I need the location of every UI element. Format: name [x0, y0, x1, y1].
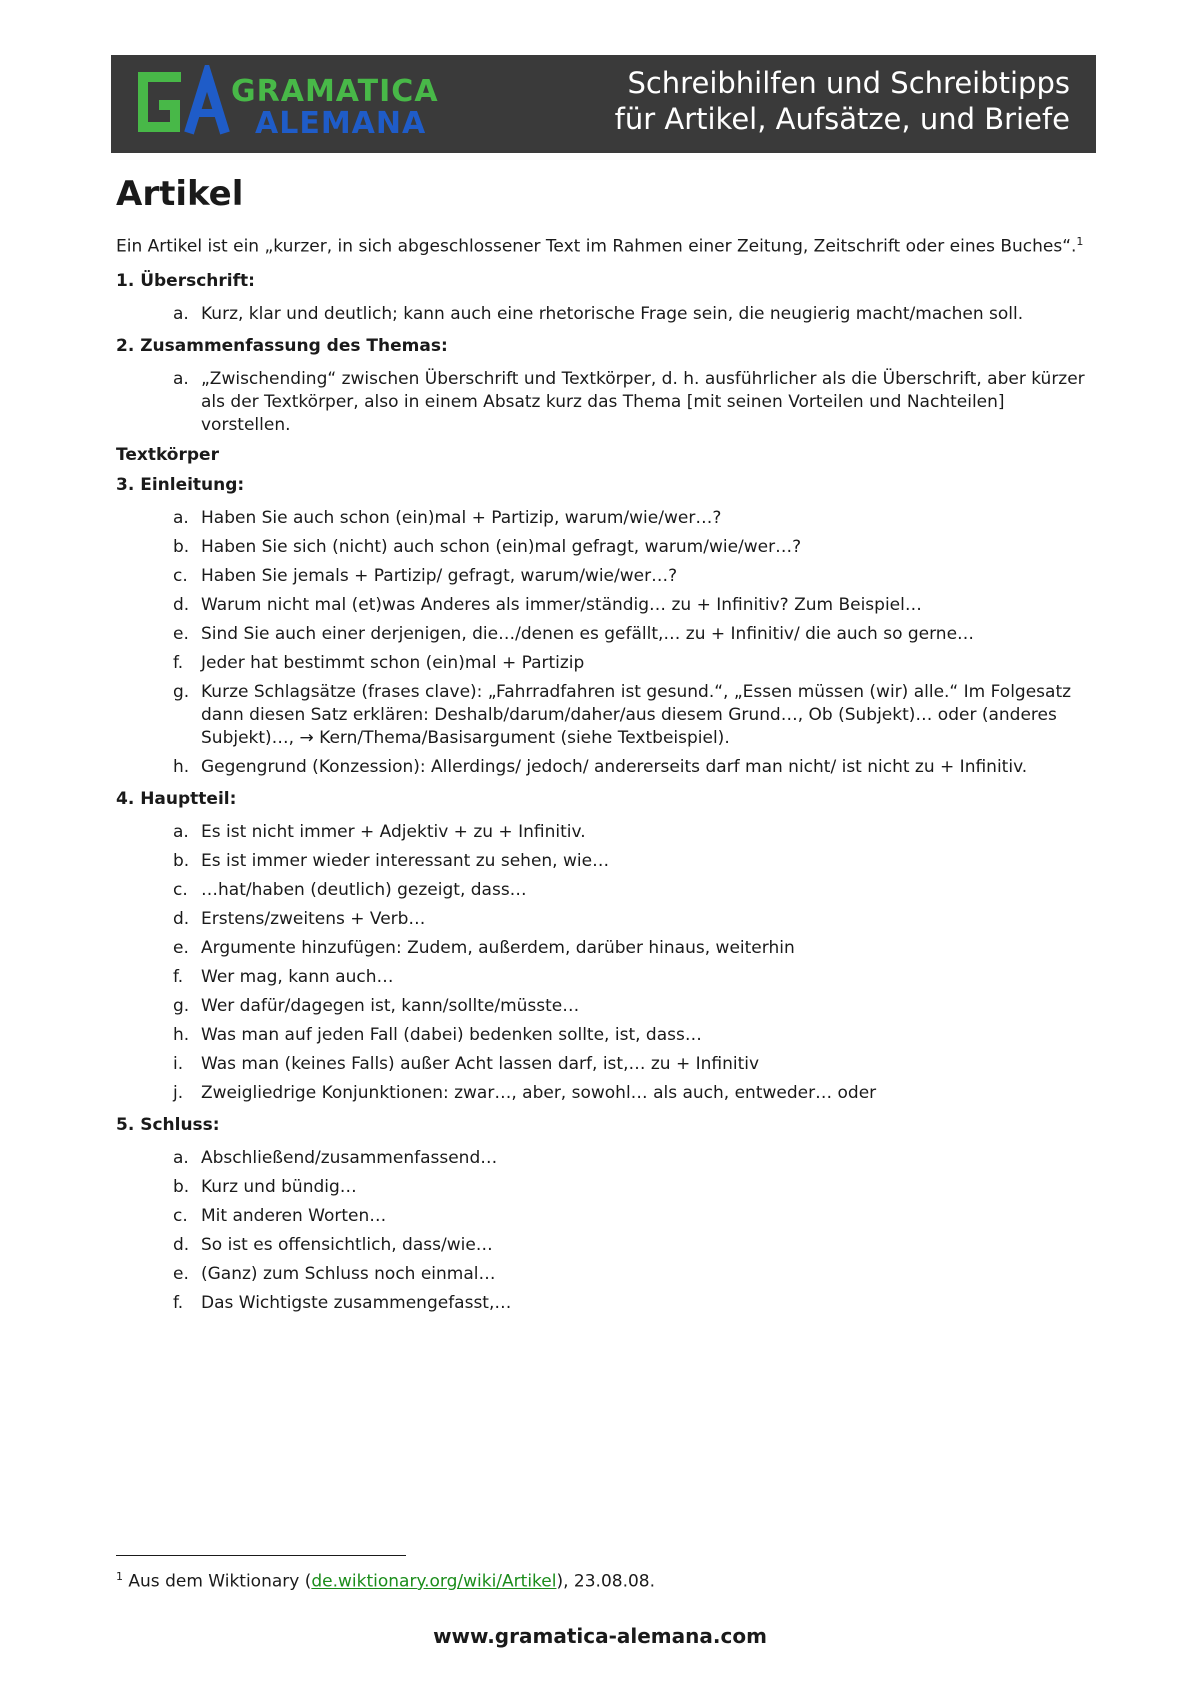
section-list: [116, 1147, 1091, 1315]
list-item: [116, 507, 1091, 530]
section-title: 5. Schluss:: [116, 1114, 220, 1135]
list-item-label: c.: [173, 1205, 188, 1226]
list-item-label: i.: [173, 1053, 184, 1074]
list-item-label: j.: [173, 1082, 184, 1103]
list-item: [116, 1234, 1091, 1257]
list-item-text: Gegengrund (Konzession): Allerdings/ jedoch/ andererseits darf man nicht/ ist nicht zu + Infinitiv.: [201, 756, 1028, 777]
list-item-text: Mit anderen Worten…: [201, 1205, 387, 1226]
list-item: [116, 303, 1091, 326]
list-item-label: d.: [173, 1234, 190, 1255]
list-item: [116, 368, 1091, 437]
header-title: [615, 65, 1070, 137]
list-item-label: g.: [173, 995, 190, 1016]
list-item-text: Warum nicht mal (et)was Anderes als immer/ständig… zu + Infinitiv? Zum Beispiel…: [201, 594, 922, 615]
list-item-label: h.: [173, 756, 190, 777]
section-title: 1. Überschrift:: [116, 270, 255, 291]
list-item: [116, 1024, 1091, 1047]
section-title: 3. Einleitung:: [116, 474, 245, 495]
list-item-text: Sind Sie auch einer derjenigen, die…/denen es gefällt,… zu + Infinitiv/ die auch so gerne…: [201, 623, 975, 644]
list-item-label: d.: [173, 594, 190, 615]
section-list: [116, 507, 1091, 779]
list-item-text: Zweigliedrige Konjunktionen: zwar…, aber, sowohl… als auch, entweder… oder: [201, 1082, 877, 1103]
footnote-divider: [116, 1555, 406, 1556]
footnote: [116, 1565, 655, 1594]
list-item-label: c.: [173, 879, 188, 900]
section-title: 4. Hauptteil:: [116, 788, 237, 809]
footnote-link[interactable]: de.wiktionary.org/wiki/Artikel: [311, 1571, 557, 1592]
list-item-label: f.: [173, 966, 184, 987]
header-title-line-2: für Artikel, Aufsätze, und Briefe: [614, 102, 1070, 136]
header-title-line-1: Schreibhilfen und Schreibtipps: [627, 66, 1070, 100]
list-item-text: Haben Sie jemals + Partizip/ gefragt, warum/wie/wer…?: [201, 565, 678, 586]
list-item: [116, 565, 1091, 588]
list-item-label: b.: [173, 536, 190, 557]
list-item: [116, 850, 1091, 873]
list-item-label: b.: [173, 1176, 190, 1197]
list-item: [116, 966, 1091, 989]
list-item: [116, 652, 1091, 675]
list-item-text: Es ist immer wieder interessant zu sehen, wie…: [201, 850, 610, 871]
list-item-label: a.: [173, 507, 189, 528]
list-item-label: e.: [173, 1263, 189, 1284]
document-body: [116, 168, 1091, 1323]
list-item-label: d.: [173, 908, 190, 929]
intro-paragraph: [116, 230, 1091, 259]
list-item-text: Das Wichtigste zusammengefasst,…: [201, 1292, 512, 1313]
list-item-text: Jeder hat bestimmt schon (ein)mal + Partizip: [201, 652, 585, 673]
list-item: [116, 821, 1091, 844]
list-item-text: (Ganz) zum Schluss noch einmal…: [201, 1263, 496, 1284]
sections: [116, 271, 1091, 1315]
list-item-text: Haben Sie sich (nicht) auch schon (ein)mal gefragt, warum/wie/wer…?: [201, 536, 802, 557]
list-item-label: e.: [173, 623, 189, 644]
section-list: [116, 368, 1091, 437]
list-item: [116, 1205, 1091, 1228]
list-item-text: Haben Sie auch schon (ein)mal + Partizip, warum/wie/wer…?: [201, 507, 722, 528]
list-item-text: Kurze Schlagsätze (frases clave): „Fahrradfahren ist gesund.“, „Essen müssen (wir) alle.“ Im Folgesatz dann diesen Satz erklären: Deshalb/darum/daher/aus diesem Grund…, Ob (Subjekt)… oder (anderes Subjekt)…, → Kern/Thema/Basisargument (siehe Textbeispiel).: [201, 681, 1072, 748]
list-item-label: c.: [173, 565, 188, 586]
section-title: 2. Zusammenfassung des Themas:: [116, 335, 448, 356]
footnote-number: 1: [116, 1570, 123, 1583]
footnote-prefix: Aus dem Wiktionary (: [123, 1571, 312, 1592]
section-list: [116, 303, 1091, 326]
list-item: [116, 756, 1091, 779]
list-item: [116, 681, 1091, 750]
list-item-text: Kurz und bündig…: [201, 1176, 357, 1197]
list-item-text: Was man auf jeden Fall (dabei) bedenken sollte, ist, dass…: [201, 1024, 702, 1045]
subheading: Textkörper: [116, 444, 219, 465]
list-item-text: „Zwischending“ zwischen Überschrift und Textkörper, d. h. ausführlicher als die Überschrift, aber kürzer als der Textkörper, also in einem Absatz kurz das Thema [mit seinen Vorteilen und Nachteilen] vorstellen.: [201, 368, 1085, 435]
list-item: [116, 1053, 1091, 1076]
list-item-text: Es ist nicht immer + Adjektiv + zu + Infinitiv.: [201, 821, 586, 842]
section-list: [116, 821, 1091, 1105]
list-item: [116, 879, 1091, 902]
list-item-text: Kurz, klar und deutlich; kann auch eine rhetorische Frage sein, die neugierig macht/machen soll.: [201, 303, 1024, 324]
list-item-text: So ist es offensichtlich, dass/wie…: [201, 1234, 493, 1255]
list-item: [116, 536, 1091, 559]
list-item-text: Erstens/zweitens + Verb…: [201, 908, 426, 929]
footnote-suffix: ), 23.08.08.: [556, 1571, 656, 1592]
logo-text-alemana: ALEMANA: [255, 106, 427, 141]
list-item-label: g.: [173, 681, 190, 702]
list-item: [116, 1263, 1091, 1286]
list-item-label: a.: [173, 821, 189, 842]
list-item: [116, 594, 1091, 617]
list-item-label: a.: [173, 303, 189, 324]
footer-url[interactable]: www.gramatica-alemana.com: [433, 1624, 767, 1648]
list-item-text: Wer mag, kann auch…: [201, 966, 394, 987]
list-item: [116, 937, 1091, 960]
list-item-label: b.: [173, 850, 190, 871]
page-title: Artikel: [116, 174, 244, 214]
intro-text: Ein Artikel ist ein „kurzer, in sich abgeschlossener Text im Rahmen einer Zeitung, Zeitschrift oder eines Buches“.: [116, 236, 1077, 257]
list-item-text: Was man (keines Falls) außer Acht lassen darf, ist,… zu + Infinitiv: [201, 1053, 760, 1074]
list-item-text: Argumente hinzufügen: Zudem, außerdem, darüber hinaus, weiterhin: [201, 937, 795, 958]
list-item: [116, 1147, 1091, 1170]
list-item: [116, 908, 1091, 931]
list-item: [116, 1176, 1091, 1199]
list-item-text: Abschließend/zusammenfassend…: [201, 1147, 498, 1168]
list-item: [116, 1082, 1091, 1105]
list-item-text: …hat/haben (deutlich) gezeigt, dass…: [201, 879, 527, 900]
list-item: [116, 1292, 1091, 1315]
list-item: [116, 623, 1091, 646]
list-item-label: h.: [173, 1024, 190, 1045]
list-item-label: e.: [173, 937, 189, 958]
list-item-label: a.: [173, 1147, 189, 1168]
list-item: [116, 995, 1091, 1018]
list-item-label: a.: [173, 368, 189, 389]
header-banner: [111, 55, 1096, 153]
logo-text-gramatica: GRAMATICA: [231, 74, 439, 109]
logo[interactable]: [131, 65, 441, 143]
list-item-text: Wer dafür/dagegen ist, kann/sollte/müsste…: [201, 995, 580, 1016]
list-item-label: f.: [173, 1292, 184, 1313]
list-item-label: f.: [173, 652, 184, 673]
footnote-reference[interactable]: 1: [1076, 235, 1084, 248]
ga-logo-icon: [131, 65, 231, 143]
